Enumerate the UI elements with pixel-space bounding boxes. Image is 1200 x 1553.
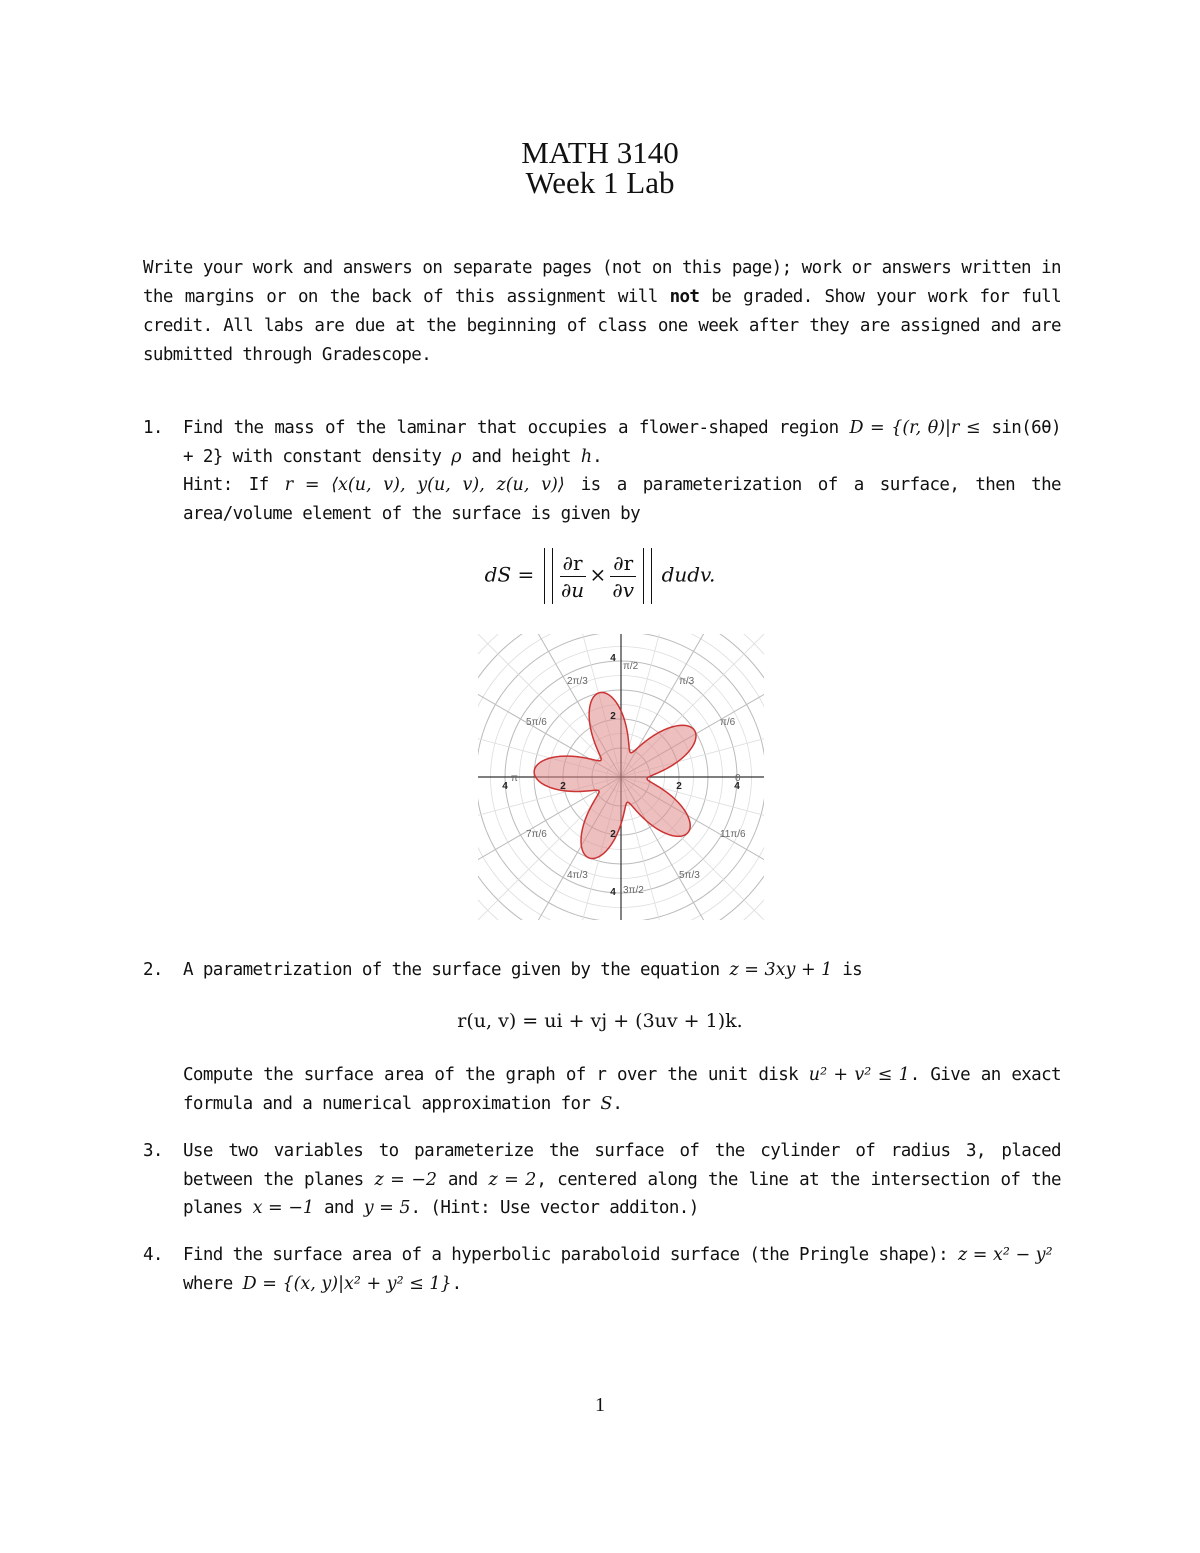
math-expression: r = ⟨x(u, v), y(u, v), z(u, v)⟩: [284, 475, 565, 495]
fraction-numerator: ∂r: [610, 550, 636, 577]
problem-number: 4.: [143, 1245, 163, 1265]
radius-label: 2: [610, 829, 616, 840]
fraction-denominator: ∂u: [560, 577, 585, 602]
fraction-denominator: ∂v: [612, 577, 635, 602]
angle-label: 3π/2: [623, 885, 644, 896]
assignment-title: Week 1 Lab: [525, 165, 675, 200]
equation-lhs: dS =: [484, 562, 535, 587]
angle-label: π/3: [679, 676, 695, 688]
radius-label: 4: [734, 781, 740, 792]
math-symbol: ρ: [451, 446, 462, 467]
page-number: 1: [595, 1394, 605, 1416]
radius-label: 2: [676, 781, 682, 792]
norm-bar-right: [643, 548, 652, 604]
math-symbol: S: [600, 1093, 613, 1114]
problem-body: [183, 1137, 1061, 1223]
math-symbol: h: [580, 446, 593, 467]
intro-bold-word: not: [669, 287, 700, 307]
problem-1: [143, 414, 1061, 528]
hint-text: Hint: If: [183, 475, 285, 495]
parametrization-equation: r(u, v) = ui + vj + (3uv + 1)k.: [457, 1010, 743, 1032]
instructions-paragraph: [143, 254, 1061, 370]
intro-text-1: Write your work and answers on separate pages (not on this page); work or answers written in the margins or on the back of this assignment will: [143, 258, 1061, 307]
problem-text: .: [451, 1273, 462, 1294]
problem-text: , centered along the line at the intersection of the planes: [183, 1169, 1061, 1218]
problem-text: and height: [461, 446, 581, 467]
math-expression: D = {(x, y)|x² + y² ≤ 1}: [242, 1273, 452, 1294]
norm-bar-left: [544, 548, 553, 604]
problem-text: .: [612, 1093, 623, 1114]
problem-text: Find the mass of the laminar that occupies a flower-shaped region: [183, 418, 850, 438]
angle-label: 5π/3: [679, 869, 700, 881]
math-expression: z = −2: [374, 1169, 438, 1190]
problem-2: [143, 956, 1061, 985]
math-expression: z = 2: [488, 1169, 537, 1190]
fraction-r-v: [610, 550, 636, 603]
problem-body: [183, 1061, 1061, 1118]
problem-text: sin(6θ) + 2}: [183, 418, 1061, 467]
math-expression: D = {(r, θ)|r ≤: [849, 418, 981, 438]
problem-number: 1.: [143, 418, 163, 438]
fraction-numerator: ∂r: [560, 550, 586, 577]
radius-label: 4: [502, 781, 508, 792]
equation-rhs: dudv.: [661, 562, 716, 587]
angle-label: 11π/6: [719, 829, 746, 840]
problem-number: 3.: [143, 1141, 163, 1161]
math-expression: z = x² − y²: [958, 1245, 1053, 1265]
problem-text: Compute the surface area of the graph of r over the unit disk: [183, 1065, 809, 1085]
problem-text: is: [832, 960, 863, 980]
math-expression: y = 5: [363, 1198, 411, 1218]
angle-label: 7π/6: [526, 829, 547, 840]
angle-label: π/6: [719, 717, 736, 728]
problem-body: [183, 1241, 1061, 1298]
angle-label: π/2: [623, 661, 639, 672]
problem-text: Use two variables to parameterize the surface of the cylinder of radius 3, placed between the planes: [183, 1141, 1061, 1190]
problem-text: . Give an exact formula and a numerical approximation for: [183, 1065, 1061, 1114]
radius-label: 4: [610, 653, 616, 664]
radius-label: 4: [610, 887, 616, 898]
area-element-equation: [0, 548, 1200, 604]
math-expression: x = −1: [252, 1198, 315, 1218]
angle-label: 4π/3: [567, 869, 588, 881]
problem-number: 2.: [143, 960, 163, 980]
problem-text: . (Hint: Use vector additon.): [410, 1198, 699, 1218]
problem-text: where: [183, 1273, 243, 1294]
fraction-r-u: [560, 550, 586, 603]
radius-label: 2: [560, 781, 566, 792]
problem-2-continued: [143, 1061, 1061, 1118]
intro-text-2: be graded. Show your work for full credit. All labs are due at the beginning of class one week after they are assigned and are submitted through Gradescope.: [143, 287, 1062, 365]
hint-text: is a parameterization of a surface, then the area/volume element of the surface is given by: [183, 475, 1061, 524]
math-expression: u² + v² ≤ 1: [808, 1065, 910, 1085]
angle-label: 0: [735, 773, 741, 784]
problem-text: and: [314, 1198, 364, 1218]
problem-text: A parametrization of the surface given by the equation: [183, 960, 730, 980]
problem-body: [183, 956, 1061, 985]
math-expression: z = 3xy + 1: [729, 960, 833, 980]
polar-rose-graph: [478, 634, 764, 920]
course-title: MATH 3140: [521, 135, 679, 170]
problem-text: with constant density: [222, 446, 452, 467]
problem-text: .: [592, 446, 603, 467]
angle-label: π: [511, 773, 518, 784]
angle-label: 2π/3: [567, 676, 588, 688]
problem-text: and: [437, 1169, 489, 1190]
title-block: [0, 135, 1200, 200]
problem-body: [183, 414, 1061, 528]
angle-label: 5π/6: [526, 717, 547, 728]
radius-label: 2: [610, 711, 616, 722]
problem-4: [143, 1241, 1061, 1298]
problem-3: [143, 1137, 1061, 1223]
problem-text: Find the surface area of a hyperbolic paraboloid surface (the Pringle shape):: [183, 1245, 958, 1265]
cross-symbol: ×: [589, 562, 607, 587]
